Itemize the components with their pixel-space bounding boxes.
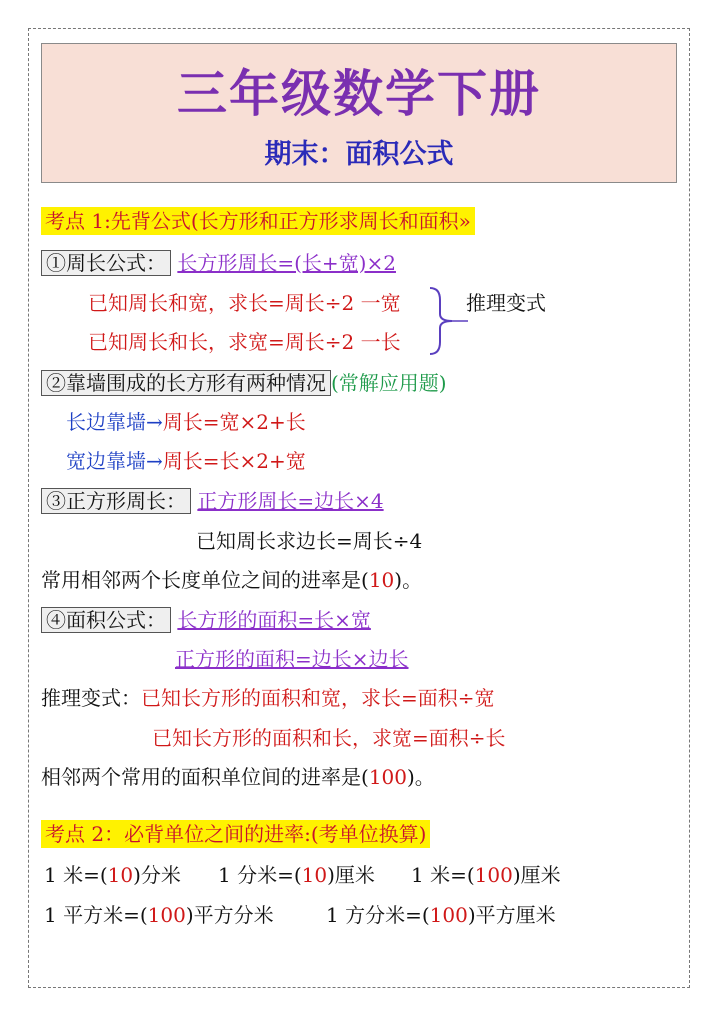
perimeter-label: ①周长公式：	[41, 250, 171, 276]
title-banner	[41, 43, 677, 183]
wide-side-row	[66, 447, 306, 475]
arrow-right-icon: →	[146, 410, 163, 434]
square-derive: 已知周长求边长=周长÷4	[196, 529, 423, 553]
conversion-2: 1 分米=(10)厘米	[218, 863, 375, 887]
conversion-1: 1 米=(10)分米	[44, 863, 181, 887]
square-label: ③正方形周长：	[41, 488, 191, 514]
long-side-formula: 周长=宽×2+长	[162, 410, 306, 434]
wide-side-formula: 周长=长×2+宽	[162, 449, 306, 473]
area-derive-label: 推理变式：	[41, 686, 141, 710]
wall-label: ②靠墙围成的长方形有两种情况	[41, 370, 331, 396]
area-rate-value: 100	[368, 765, 407, 789]
page-title: 三年级数学下册	[177, 65, 541, 123]
long-side-label: 长边靠墙	[66, 410, 146, 434]
area-rate-row: 相邻两个常用的面积单位间的进率是(100)。	[41, 765, 435, 789]
conversion-5: 1 方分米=(100)平方厘米	[326, 903, 556, 927]
perimeter-row	[41, 249, 396, 277]
wide-side-label: 宽边靠墙	[66, 449, 146, 473]
area-label: ④面积公式：	[41, 607, 171, 633]
square-formula: 正方形周长=边长×4	[197, 489, 384, 513]
wall-note: (常解应用题)	[331, 371, 447, 395]
arrow-right-icon: →	[146, 449, 163, 473]
section2-heading: 考点 2：必背单位之间的进率:(考单位换算)	[41, 820, 430, 848]
perimeter-derive-1: 已知周长和宽，求长=周长÷2 一宽	[88, 291, 401, 315]
area-derive-2: 已知长方形的面积和长，求宽=面积÷长	[152, 726, 506, 750]
length-rate-row: 常用相邻两个长度单位之间的进率是(10)。	[41, 568, 423, 592]
section1-heading: 考点 1:先背公式(长方形和正方形求周长和面积»	[41, 207, 475, 235]
wall-row	[41, 369, 447, 397]
conversion-3: 1 米=(100)厘米	[411, 863, 561, 887]
perimeter-derive-2: 已知周长和长，求宽=周长÷2 一长	[88, 330, 401, 354]
conversion-4: 1 平方米=(100)平方分米	[44, 903, 274, 927]
area-row	[41, 606, 371, 634]
long-side-row	[66, 408, 306, 436]
square-area-formula: 正方形的面积=边长×边长	[175, 647, 409, 671]
page-subtitle: 期末：面积公式	[264, 139, 454, 170]
length-rate-value: 10	[368, 568, 395, 592]
area-derive-1: 已知长方形的面积和宽，求长=面积÷宽	[141, 686, 495, 710]
area-derive-row	[41, 684, 495, 712]
perimeter-formula: 长方形周长=(长+宽)×2	[177, 251, 396, 275]
derive-note: 推理变式	[466, 291, 546, 315]
square-row	[41, 487, 384, 515]
rect-area-formula: 长方形的面积=长×宽	[177, 608, 371, 632]
